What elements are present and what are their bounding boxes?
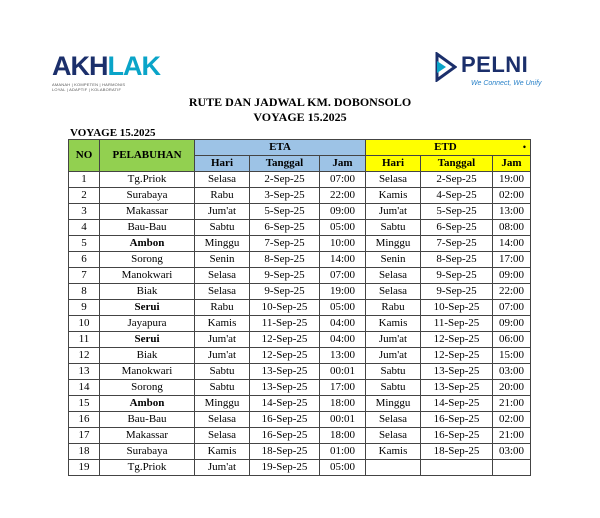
header-eta: ETA [195,140,366,156]
cell-etd-jam: 19:00 [493,172,531,188]
cell-etd-tgl: 14-Sep-25 [421,396,493,412]
table-row [69,220,531,236]
cell-etd-jam: 14:00 [493,236,531,252]
cell-eta-jam: 05:00 [320,300,366,316]
cell-no: 2 [69,188,100,204]
cell-eta-hari: Jum'at [195,204,250,220]
cell-etd-jam: 03:00 [493,364,531,380]
cell-eta-jam: 01:00 [320,444,366,460]
cell-etd-tgl: 5-Sep-25 [421,204,493,220]
cell-eta-hari: Selasa [195,428,250,444]
cell-etd-tgl: 2-Sep-25 [421,172,493,188]
cell-eta-hari: Jum'at [195,348,250,364]
cell-etd-hari: Kamis [366,188,421,204]
cell-eta-jam: 22:00 [320,188,366,204]
cell-eta-tgl: 8-Sep-25 [250,252,320,268]
table-row [69,444,531,460]
table-row [69,460,531,476]
cell-no: 3 [69,204,100,220]
cell-eta-hari: Kamis [195,316,250,332]
cell-eta-tgl: 2-Sep-25 [250,172,320,188]
cell-no: 14 [69,380,100,396]
cell-etd-jam: 07:00 [493,300,531,316]
cell-eta-tgl: 18-Sep-25 [250,444,320,460]
cell-port: Manokwari [100,364,195,380]
cell-etd-jam: 15:00 [493,348,531,364]
cell-no: 19 [69,460,100,476]
header-eta-tanggal: Tanggal [250,156,320,172]
cell-etd-hari: Rabu [366,300,421,316]
cell-port: Tg.Priok [100,460,195,476]
cell-eta-tgl: 19-Sep-25 [250,460,320,476]
table-row [69,316,531,332]
table-row [69,300,531,316]
cell-eta-jam: 19:00 [320,284,366,300]
cell-eta-jam: 17:00 [320,380,366,396]
cell-eta-tgl: 10-Sep-25 [250,300,320,316]
cell-etd-hari: Jum'at [366,348,421,364]
cell-etd-jam: 17:00 [493,252,531,268]
cell-eta-tgl: 16-Sep-25 [250,412,320,428]
table-row [69,348,531,364]
cell-eta-jam: 00:01 [320,412,366,428]
cell-port: Ambon [100,236,195,252]
cell-etd-hari: Sabtu [366,380,421,396]
cell-port: Serui [100,332,195,348]
cell-eta-hari: Jum'at [195,460,250,476]
cell-no: 18 [69,444,100,460]
cell-eta-tgl: 5-Sep-25 [250,204,320,220]
cell-port: Bau-Bau [100,220,195,236]
schedule-table [68,139,531,476]
cell-etd-jam: 02:00 [493,188,531,204]
cell-etd-hari: Minggu [366,236,421,252]
page-title: RUTE DAN JADWAL KM. DOBONSOLO [188,95,412,109]
cell-eta-hari: Kamis [195,444,250,460]
page-subtitle: VOYAGE 15.2025 [253,110,347,124]
cell-etd-tgl: 11-Sep-25 [421,316,493,332]
cell-etd-tgl: 12-Sep-25 [421,348,493,364]
table-row [69,204,531,220]
cell-etd-jam: 22:00 [493,284,531,300]
cell-eta-tgl: 13-Sep-25 [250,380,320,396]
cell-eta-tgl: 7-Sep-25 [250,236,320,252]
cell-no: 8 [69,284,100,300]
table-row [69,412,531,428]
cell-port: Makassar [100,428,195,444]
cell-no: 9 [69,300,100,316]
cell-etd-tgl: 6-Sep-25 [421,220,493,236]
cell-etd-tgl [421,460,493,476]
cell-eta-jam: 09:00 [320,204,366,220]
cell-etd-tgl: 16-Sep-25 [421,428,493,444]
cell-etd-jam: 13:00 [493,204,531,220]
cell-port: Bau-Bau [100,412,195,428]
table-row [69,428,531,444]
cell-no: 6 [69,252,100,268]
table-row [69,284,531,300]
table-row [69,268,531,284]
cell-eta-jam: 04:00 [320,316,366,332]
cell-eta-tgl: 12-Sep-25 [250,348,320,364]
table-row [69,396,531,412]
cell-eta-hari: Jum'at [195,332,250,348]
cell-etd-hari: Jum'at [366,204,421,220]
cell-etd-tgl: 16-Sep-25 [421,412,493,428]
cell-etd-hari [366,460,421,476]
akhlak-tagline-1: AMANAH | KOMPETEN | HARMONIS [52,82,126,87]
cell-etd-hari: Selasa [366,428,421,444]
cell-port: Sorong [100,252,195,268]
cell-eta-hari: Senin [195,252,250,268]
table-row [69,236,531,252]
header-etd: • ETD [366,140,531,156]
cell-etd-jam: 08:00 [493,220,531,236]
cell-etd-hari: Sabtu [366,364,421,380]
cell-eta-tgl: 9-Sep-25 [250,284,320,300]
cell-etd-jam: 09:00 [493,268,531,284]
cell-etd-jam: 20:00 [493,380,531,396]
voyage-label: VOYAGE 15.2025 [70,127,156,139]
cell-no: 17 [69,428,100,444]
cell-etd-hari: Selasa [366,172,421,188]
cell-no: 16 [69,412,100,428]
cell-eta-tgl: 14-Sep-25 [250,396,320,412]
cell-etd-jam: 21:00 [493,428,531,444]
cell-etd-jam [493,460,531,476]
cell-etd-tgl: 12-Sep-25 [421,332,493,348]
cell-no: 13 [69,364,100,380]
cell-eta-jam: 07:00 [320,172,366,188]
table-row [69,188,531,204]
header-etd-hari: Hari [366,156,421,172]
cell-etd-jam: 21:00 [493,396,531,412]
cell-etd-tgl: 18-Sep-25 [421,444,493,460]
cell-port: Surabaya [100,188,195,204]
cell-eta-hari: Selasa [195,172,250,188]
cell-eta-jam: 18:00 [320,396,366,412]
table-row [69,332,531,348]
pelni-wordmark: PELNI [461,52,529,77]
cell-port: Tg.Priok [100,172,195,188]
cell-no: 12 [69,348,100,364]
table-row [69,252,531,268]
akhlak-wordmark: AKHLAK [52,51,160,81]
cell-eta-hari: Minggu [195,236,250,252]
cell-port: Serui [100,300,195,316]
cell-no: 11 [69,332,100,348]
cell-no: 15 [69,396,100,412]
cell-etd-tgl: 13-Sep-25 [421,364,493,380]
cell-eta-tgl: 6-Sep-25 [250,220,320,236]
header-eta-hari: Hari [195,156,250,172]
cell-etd-tgl: 9-Sep-25 [421,284,493,300]
cell-etd-hari: Jum'at [366,332,421,348]
cell-eta-jam: 07:00 [320,268,366,284]
cell-no: 4 [69,220,100,236]
cell-eta-tgl: 13-Sep-25 [250,364,320,380]
cell-eta-tgl: 11-Sep-25 [250,316,320,332]
cell-eta-jam: 04:00 [320,332,366,348]
cell-port: Biak [100,284,195,300]
cell-eta-tgl: 12-Sep-25 [250,332,320,348]
cell-eta-jam: 13:00 [320,348,366,364]
akhlak-tagline-2: LOYAL | ADAPTIF | KOLABORATIF [52,87,122,92]
cell-eta-hari: Selasa [195,284,250,300]
cell-eta-tgl: 3-Sep-25 [250,188,320,204]
cell-eta-hari: Selasa [195,268,250,284]
cell-etd-hari: Senin [366,252,421,268]
table-row [69,172,531,188]
cell-etd-jam: 03:00 [493,444,531,460]
cell-etd-tgl: 13-Sep-25 [421,380,493,396]
cell-no: 7 [69,268,100,284]
cell-etd-tgl: 7-Sep-25 [421,236,493,252]
cell-eta-jam: 10:00 [320,236,366,252]
cell-no: 10 [69,316,100,332]
cell-etd-hari: Kamis [366,444,421,460]
table-row [69,364,531,380]
pelni-mark-icon [435,52,457,82]
cell-etd-tgl: 9-Sep-25 [421,268,493,284]
cell-etd-tgl: 10-Sep-25 [421,300,493,316]
cell-no: 1 [69,172,100,188]
cell-eta-tgl: 16-Sep-25 [250,428,320,444]
cell-etd-jam: 09:00 [493,316,531,332]
cell-eta-hari: Minggu [195,396,250,412]
table-row [69,380,531,396]
header-pelabuhan: PELABUHAN [100,140,195,172]
etd-marker: • [522,142,527,152]
cell-eta-hari: Sabtu [195,220,250,236]
cell-eta-jam: 14:00 [320,252,366,268]
header-etd-jam: Jam [493,156,531,172]
cell-etd-hari: Selasa [366,268,421,284]
cell-etd-hari: Kamis [366,316,421,332]
cell-eta-hari: Sabtu [195,364,250,380]
header-etd-tanggal: Tanggal [421,156,493,172]
cell-eta-hari: Sabtu [195,380,250,396]
cell-etd-tgl: 8-Sep-25 [421,252,493,268]
cell-etd-hari: Selasa [366,284,421,300]
cell-etd-hari: Minggu [366,396,421,412]
cell-eta-tgl: 9-Sep-25 [250,268,320,284]
cell-eta-jam: 00:01 [320,364,366,380]
cell-port: Manokwari [100,268,195,284]
cell-etd-hari: Sabtu [366,220,421,236]
cell-no: 5 [69,236,100,252]
cell-eta-jam: 18:00 [320,428,366,444]
cell-port: Sorong [100,380,195,396]
cell-etd-jam: 02:00 [493,412,531,428]
cell-eta-hari: Rabu [195,188,250,204]
cell-port: Jayapura [100,316,195,332]
cell-eta-jam: 05:00 [320,220,366,236]
cell-etd-jam: 06:00 [493,332,531,348]
cell-eta-jam: 05:00 [320,460,366,476]
pelni-logo [435,50,555,90]
cell-port: Ambon [100,396,195,412]
header-eta-jam: Jam [320,156,366,172]
cell-etd-hari: Selasa [366,412,421,428]
cell-etd-tgl: 4-Sep-25 [421,188,493,204]
cell-eta-hari: Rabu [195,300,250,316]
cell-eta-hari: Selasa [195,412,250,428]
header-no: NO [69,140,100,172]
akhlak-logo [52,51,160,92]
cell-port: Surabaya [100,444,195,460]
cell-port: Biak [100,348,195,364]
cell-port: Makassar [100,204,195,220]
pelni-tagline: We Connect, We Unify [471,80,542,87]
